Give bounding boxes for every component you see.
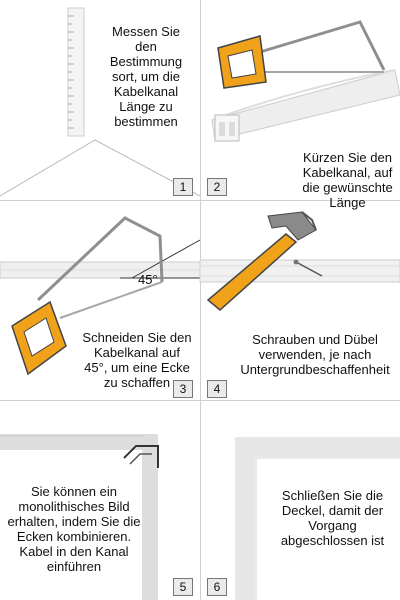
step-number-3: 3 bbox=[173, 380, 193, 398]
cable-duct-icon bbox=[200, 260, 400, 282]
step-text-2: Kürzen Sie den Kabelkanal, auf die gewünschte Länge bbox=[302, 150, 393, 210]
step-text-4: Schrauben und Dübel verwenden, je nach Untergrundbeschaffenheit bbox=[240, 332, 390, 377]
step-panel-2 bbox=[200, 0, 400, 210]
step-text-1: Messen Sie den Bestimmung sort, um die Kabelkanal Länge zu bestimmen bbox=[109, 24, 183, 129]
angle-label: 45° bbox=[138, 272, 158, 287]
step-number-4: 4 bbox=[207, 380, 227, 398]
step-panel-6 bbox=[200, 400, 400, 600]
step-text-3: Schneiden Sie den Kabelkanal auf 45°, um eine Ecke zu schaffen bbox=[82, 330, 192, 390]
step-panel-5 bbox=[0, 400, 200, 600]
step-number-2: 2 bbox=[207, 178, 227, 196]
step-panel-3 bbox=[0, 200, 200, 400]
step-panel-4 bbox=[200, 200, 400, 400]
step-number-5: 5 bbox=[173, 578, 193, 596]
step-panel-1 bbox=[0, 0, 200, 200]
step-number-6: 6 bbox=[207, 578, 227, 596]
step-text-6: Schließen Sie die Deckel, damit der Vorgang abgeschlossen ist bbox=[280, 488, 385, 548]
step-text-5: Sie können ein monolithisches Bild erhalten, indem Sie die Ecken kombinieren. Kabel in den Kanal einführen bbox=[7, 484, 141, 574]
step-number-1: 1 bbox=[173, 178, 193, 196]
